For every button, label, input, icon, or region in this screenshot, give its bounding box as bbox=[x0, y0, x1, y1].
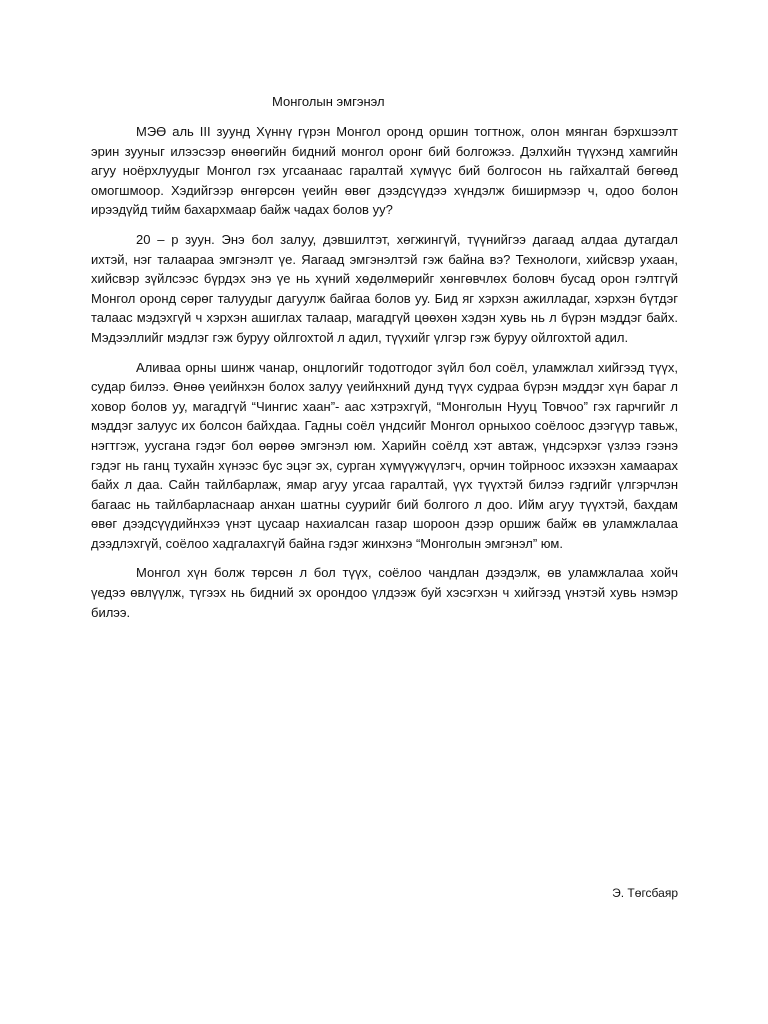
paragraph-2: 20 – р зуун. Энэ бол залуу, дэвшилтэт, хөгжингүй, түүнийгээ дагаад алдаа дутагдал ихтэй, нэг талаараа эмгэнэлт үе. Яагаад эмгэнэлтэй гэж байна вэ? Технологи, хийсвэр ухаан, хийсвэр зүйлсээс бүрдэх энэ үе нь хүний хөдөлмөрийг хөнгөвчлөх боловч бусад орон гэлтгүй Монгол оронд сөрөг талуудыг дагуулж байгаа болов уу. Бид яг хэрхэн ажилладаг, хэрхэн бүтдэг талаас мэдэхгүй ч хэрхэн ашиглах талаар, магадгүй цөөхөн хэдэн хувь нь л бүрэн мэддэг байх. Мэдээллийг мэдлэг гэж буруу ойлгохтой л адил, түүхийг үлгэр гэж буруу ойлгохтой адил. bbox=[91, 231, 678, 345]
document-title: Монголын эмгэнэл bbox=[272, 94, 385, 109]
paragraph-4: Монгол хүн болж төрсөн л бол түүх, соёлоо чандлан дээдэлж, өв уламжлалаа хойч үедээ өвлүүлж, түгээх нь бидний эх орондоо үлдээж буй хэсэгхэн ч хийгээд үнэтэй хувь нэмэр билээ. bbox=[91, 565, 678, 620]
author-signature: Э. Төгсбаяр bbox=[612, 886, 678, 900]
paragraph-1: МЭӨ аль III зуунд Хүннү гүрэн Монгол оронд оршин тогтнож, олон мянган бэрхшээлт эрин зууныг илээсээр өнөөгийн бидний монгол оронг бий болгожээ. Дэлхийн түүхэнд хамгийн агуу ноёрхлуудыг Монгол гэх угсаанаас гаралтай хүмүүс бий болгосон нь гайхалтай бөгөөд омогшмоор. Хэдийгээр өнгөрсөн үеийн өвөг дээдсүүдээ хүндэлж биширмээр ч, одоо болон ирээдүйд тийм бахархмаар байж чадах болов уу? bbox=[91, 124, 678, 218]
document-body bbox=[91, 122, 678, 632]
paragraph-3: Аливаа орны шинж чанар, онцлогийг тодотгодог зүйл бол соёл, уламжлал хийгээд түүх, судар билээ. Өнөө үеийнхэн болох залуу үеийнхний дунд түүх судраа бүрэн мэддэг хүн бараг л ховор болов уу, магадгүй “Чингис хаан”- аас хэтрэхгүй, “Монголын Нууц Товчоо” гэх гарчгийг л мэддэг залуус их болсон байхдаа. Гадны соёл үндсийг Монгол орныхоо соёлоос дээгүүр тавьж, нэгтгэж, уусгана гэдэг бол өөрөө эмгэнэл юм. Харийн соёлд хэт автаж, үндсэрхэг үзлээ гээнэ гэдэг нь ганц тухайн хүнээс бус эцэг эх, сурган хүмүүжүүлэгч, орчин тойрноос ихээхэн хамаарах байх л даа. Сайн тайлбарлаж, ямар агуу угсаа гаралтай, үүх түүхтэй билээ гэдгийг үлгэрчлэн багаас нь тайлбарласнаар анхан шатны суурийг бий болгого л доо. Ийм агуу түүхтэй, бахдам өвөг дээдсүүдийнхээ үнэт цусаар нахиалсан газар шороон дээр оршиж байж өв уламжлалаа дээдлэхгүй, соёлоо хадгалахгүй байна гэдэг жинхэнэ “Монголын эмгэнэл” юм. bbox=[91, 359, 678, 551]
